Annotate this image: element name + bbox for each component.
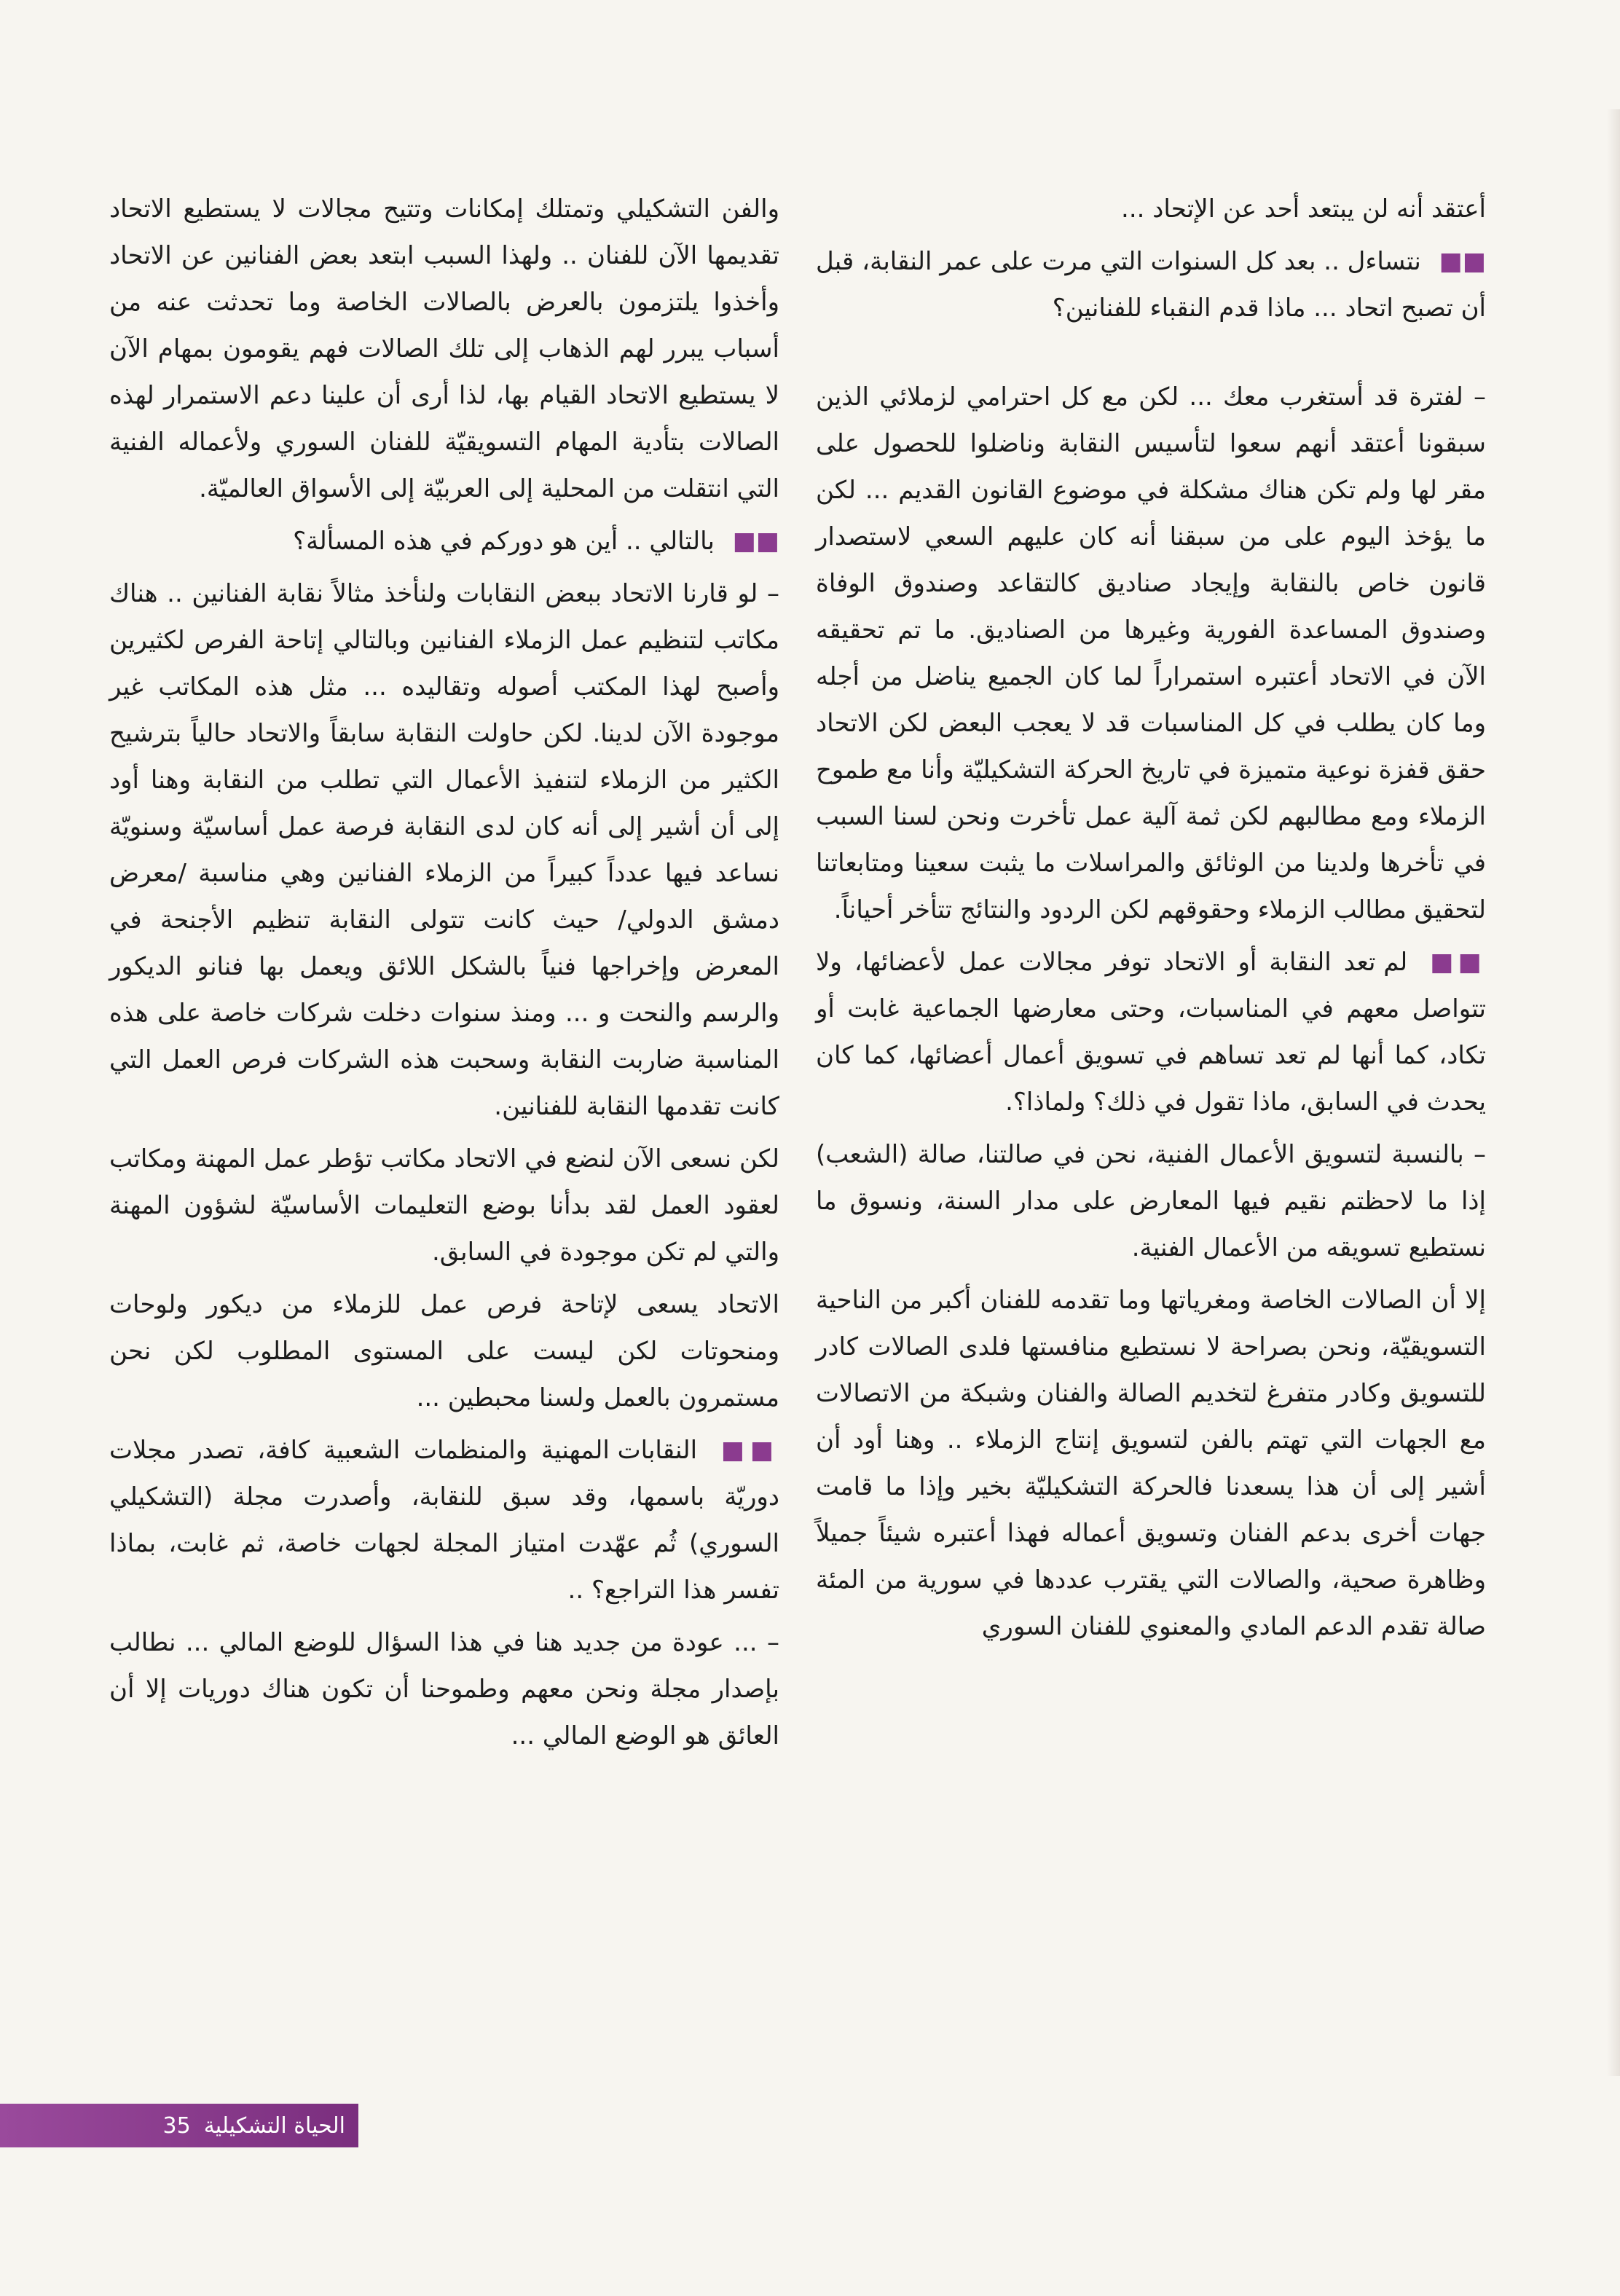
question-paragraph	[816, 939, 1486, 1125]
question-paragraph	[109, 518, 779, 565]
answer-paragraph	[109, 570, 779, 1130]
page-edge-shadow	[1607, 109, 1620, 2076]
article-column-right	[816, 186, 1486, 1656]
answer-paragraph	[816, 374, 1486, 933]
paragraph	[109, 186, 779, 512]
question-marker-icon: ■■	[720, 1436, 779, 1465]
paragraph	[816, 186, 1486, 232]
question-marker-icon: ■■	[1430, 948, 1487, 977]
paragraph-text: لكن نسعى الآن لنضع في الاتحاد مكاتب تؤطر عمل المهنة ومكاتب لعقود العمل لقد بدأنا بوضع التعليمات الأساسيّة لشؤون المهنة والتي لم تكن موجودة في السابق.	[109, 1144, 779, 1267]
question-text: لم تعد النقابة أو الاتحاد توفر مجالات عمل لأعضائها، ولا تتواصل معهم في المناسبات، وحتى معارضها الجماعية غابت أو تكاد، كما أنها لم تعد تساهم في تسويق أعمال أعضائها، كما كان يحدث في السابق، ماذا تقول في ذلك؟ ولماذا؟.	[816, 948, 1486, 1117]
paragraph	[109, 1281, 779, 1421]
question-text: النقابات المهنية والمنظمات الشعبية كافة، تصدر مجلات دوريّة باسمها، وقد سبق للنقابة، وأصدرت مجلة (التشكيلي السوري) ثُم عهّدت امتياز المجلة لجهات خاصة، ثم غابت، بماذا تفسر هذا التراجع؟ ..	[109, 1436, 779, 1605]
question-marker-icon: ■■	[1439, 247, 1486, 276]
page-number: 35	[162, 2112, 191, 2139]
answer-text: – لو قارنا الاتحاد ببعض النقابات ولنأخذ مثالاً نقابة الفنانين .. هناك مكاتب لتنظيم عمل الزملاء الفنانين وبالتالي إتاحة الفرص لكثيرين وأصبح لهذا المكتب أصوله وتقاليده ... مثل هذه المكاتب غير موجودة الآن لدينا. لكن حاولت النقابة سابقاً والاتحاد حالياً بترشيح الكثير من الزملاء لتنفيذ الأعمال التي تطلب من النقابة وهنا أود إلى أن أشير إلى أنه كان لدى النقابة فرصة عمل أساسيّة وسنويّة نساعد فيها عدداً كبيراً من الزملاء الفنانين وهي مناسبة /معرض دمشق الدولي/ حيث كانت تتولى النقابة تنظيم الأجنحة في المعرض وإخراجها فنياً بالشكل اللائق ويعمل بها فنانو الديكور والرسم والنحت و ... ومنذ سنوات دخلت شركات خاصة على هذه المناسبة ضاربت النقابة وسحبت هذه الشركات فرص العمل التي كانت تقدمها النقابة للفنانين.	[109, 579, 779, 1121]
paragraph	[109, 1136, 779, 1275]
paragraph-text: إلا أن الصالات الخاصة ومغرياتها وما تقدمه للفنان أكبر من الناحية التسويقيّة، ونحن بصراحة لا نستطيع منافستها فلدى الصالات كادر للتسويق وكادر متفرغ لتخديم الصالة والفنان وشبكة من الاتصالات مع الجهات التي تهتم بالفن لتسويق إنتاج الزملاء .. وهنا أود أن أشير إلى أن هذا يسعدنا فالحركة التشكيليّة بخير وإذا ما قامت جهات أخرى بدعم الفنان وتسويق أعماله فهذا أعتبره شيئاً جميلاً وظاهرة صحية، والصالات التي يقترب عددها في سورية من المئة صالة تقدم الدعم المادي والمعنوي للفنان السوري	[816, 1286, 1486, 1641]
page-footer-bar	[0, 2104, 358, 2147]
answer-text: – لفترة قد أستغرب معك ... لكن مع كل احترامي لزملائي الذين سبقونا أعتقد أنهم سعوا لتأسيس النقابة وناضلوا للحصول على مقر لها ولم تكن هناك مشكلة في موضوع القانون القديم ... لكن ما يؤخذ اليوم على من سبقنا أنه كان عليهم السعي لاستصدار قانون خاص بالنقابة وإيجاد صناديق كالتقاعد وصندوق الوفاة وصندوق المساعدة الفورية وغيرها من الصناديق. ما تم تحقيقه الآن في الاتحاد أعتبره استمراراً لما كان الجميع يناضل من أجله وما كان يطلب في كل المناسبات قد لا يعجب البعض لكن الاتحاد حقق قفزة نوعية متميزة في تاريخ الحركة التشكيليّة وأنا مع طموح الزملاء ومع مطالبهم لكن ثمة آلية عمل تأخرت ونحن لسنا السبب في تأخرها ولدينا من الوثائق والمراسلات ما يثبت سعينا ومتابعاتنا لتحقيق مطالب الزملاء وحقوقهم لكن الردود والنتائج تتأخر أحياناً.	[815, 382, 1486, 924]
question-marker-icon: ■■	[732, 527, 779, 556]
answer-text: – بالنسبة لتسويق الأعمال الفنية، نحن في صالتنا، صالة (الشعب) إذا ما لاحظتم نقيم فيها المعارض على مدار السنة، ونسوق ما نستطيع تسويقه من الأعمال الفنية.	[816, 1140, 1486, 1262]
paragraph-text: والفن التشكيلي وتمتلك إمكانات وتتيح مجالات لا يستطيع الاتحاد تقديمها الآن للفنان .. ولهذا السبب ابتعد بعض الفنانين عن الاتحاد وأخذوا يلتزمون بالعرض بالصالات الخاصة وما تحدثت عنه من أسباب يبرر لهم الذهاب إلى تلك الصالات فهم يقومون بمهام الآن لا يستطيع الاتحاد القيام بها، لذا أرى أن علينا دعم الاستمرار لهذه الصالات بتأدية المهام التسويقيّة للفنان السوري ولأعماله الفنية التي انتقلت من المحلية إلى العربيّة إلى الأسواق العالميّة.	[109, 194, 779, 503]
paragraph	[816, 1277, 1486, 1650]
answer-paragraph	[109, 1619, 779, 1759]
paragraph-text: أعتقد أنه لن يبتعد أحد عن الإتحاد ...	[1121, 194, 1486, 224]
question-text: نتساءل .. بعد كل السنوات التي مرت على عمر النقابة، قبل أن تصبح اتحاد ... ماذا قدم النقباء للفنانين؟	[816, 247, 1486, 323]
answer-paragraph	[816, 1131, 1486, 1271]
answer-text: – ... عودة من جديد هنا في هذا السؤال للوضع المالي ... نطالب بإصدار مجلة ونحن معهم وطموحنا أن تكون هناك دوريات إلا أن العائق هو الوضع المالي ...	[109, 1628, 779, 1750]
question-paragraph	[109, 1427, 779, 1613]
question-text: بالتالي .. أين هو دوركم في هذه المسألة؟	[293, 527, 715, 556]
question-paragraph	[816, 238, 1486, 331]
paragraph-text: الاتحاد يسعى لإتاحة فرص عمل للزملاء من ديكور ولوحات ومنحوتات لكن ليست على المستوى المطلوب لكن نحن مستمرون بالعمل ولسنا محبطين ...	[109, 1290, 779, 1412]
article-column-left	[109, 186, 779, 1765]
magazine-title: الحياة التشكيلية	[203, 2112, 345, 2139]
